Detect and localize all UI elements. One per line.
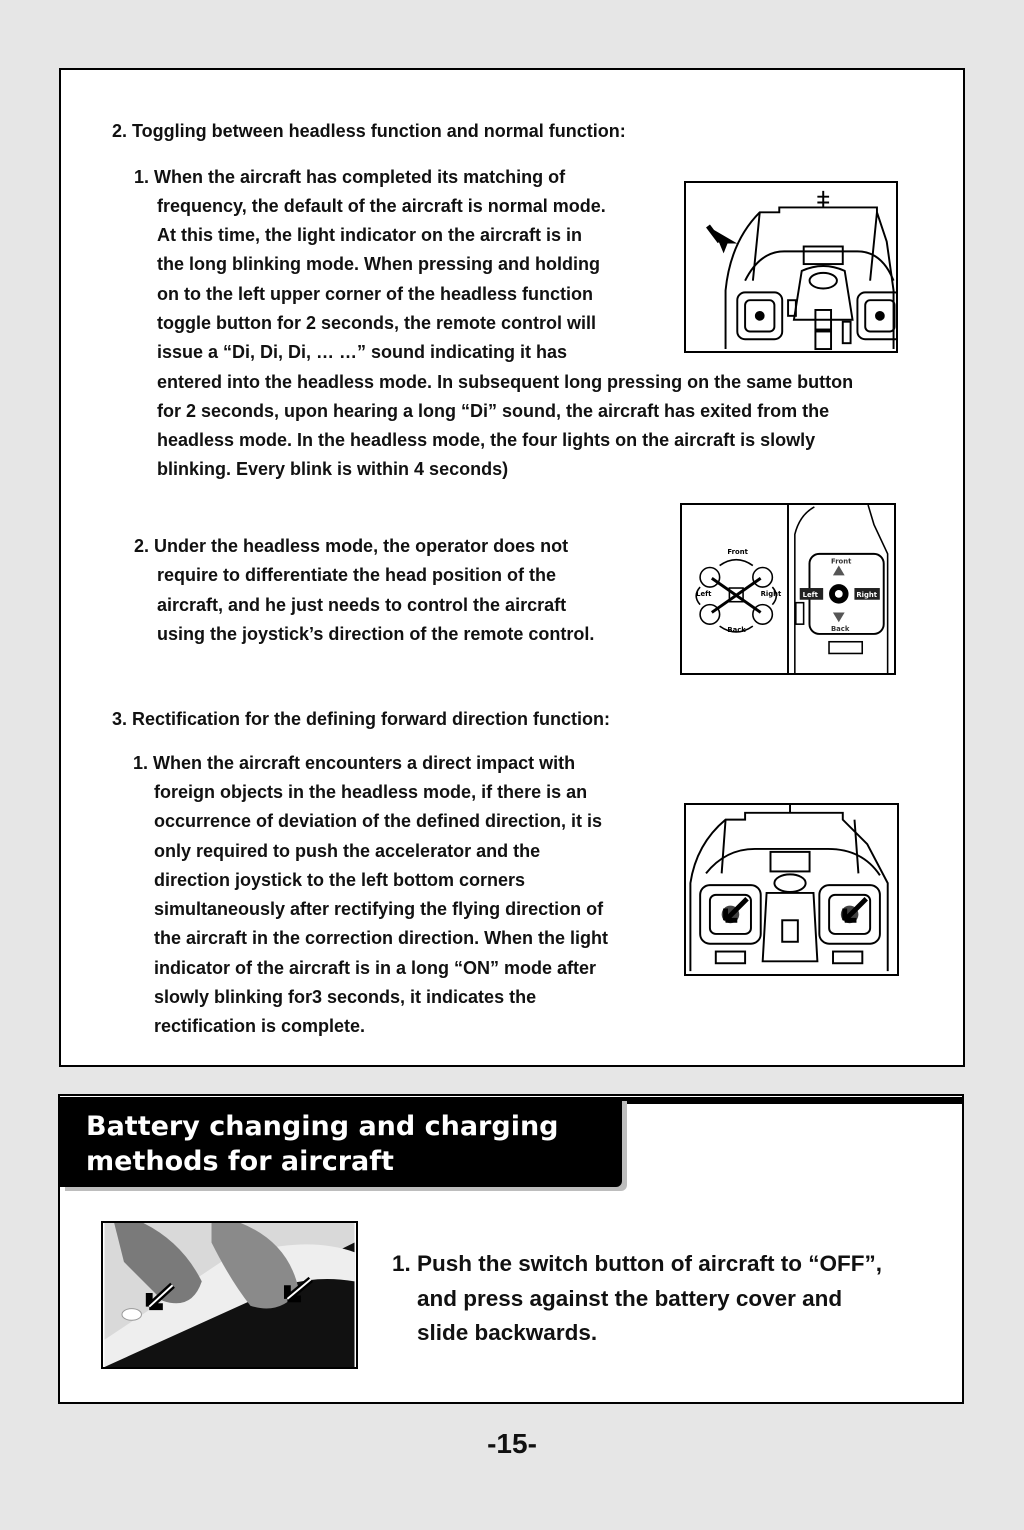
pad-right-label: Right [856,590,877,599]
aircraft-front-label: Front [727,547,748,556]
toggle-step-1-line: 1. When the aircraft has completed its matching of [134,167,566,187]
toggle-step-1-line: At this time, the light indicator on the aircraft is in [157,225,583,245]
battery-step-1 [392,1247,882,1351]
remote-headless-button-figure [684,181,898,353]
toggle-step-1-line: entered into the headless mode. In subsequent long pressing on the same button [157,372,854,392]
section-heading-toggling: 2. Toggling between headless function and normal function: [112,121,626,141]
battery-step-line: and press against the battery cover and [417,1285,843,1311]
headless-step-2-line: require to differentiate the head position of the [157,565,557,585]
rectification-remote-figure [684,803,899,976]
pad-left-label: Left [802,590,818,599]
rectify-step-1-line: foreign objects in the headless mode, if there is an [154,782,588,802]
headless-step-2-line: 2. Under the headless mode, the operator does not [134,536,569,556]
battery-title-line: Battery changing and charging [86,1111,559,1142]
rectify-step-1-line: only required to push the accelerator and the [154,841,541,861]
rectify-step-1-line: the aircraft in the correction direction. When the light [154,928,609,948]
battery-step-line: slide backwards. [417,1320,598,1345]
battery-section-title [86,1109,559,1179]
section-heading-rectification: 3. Rectification for the defining forward direction function: [112,709,611,729]
battery-step-line: 1. Push the switch button of aircraft to “OFF”, [392,1251,883,1276]
joystick-left-icon [755,311,765,321]
toggle-step-1-line: the long blinking mode. When pressing and holding [157,254,600,274]
rectify-step-1-line: direction joystick to the left bottom corners [154,870,526,890]
pad-front-label: Front [830,557,852,566]
toggle-step-1-line: issue a “Di, Di, Di, … …” sound indicating it has [157,342,568,362]
aircraft-back-label: Back [727,625,746,634]
headless-step-2-line: aircraft, and he just needs to control the aircraft [157,595,567,615]
battery-cover-photo [101,1221,358,1369]
battery-cover-illustration [103,1223,356,1367]
headless-direction-figure [680,503,896,675]
rectify-step-1-line: occurrence of deviation of the defined direction, it is [154,811,603,831]
toggle-step-1-line: blinking. Every blink is within 4 seconds) [157,459,509,479]
headless-step-2-line: using the joystick’s direction of the remote control. [157,624,595,644]
toggle-step-1-line: toggle button for 2 seconds, the remote control will [157,313,597,333]
rectify-step-1-line: simultaneously after rectifying the flying direction of [154,899,604,919]
toggle-step-1-line: headless mode. In the headless mode, the four lights on the aircraft is slowly [157,430,816,450]
direction-diagram [682,505,894,673]
page-number: -15- [487,1428,537,1459]
battery-title-line: methods for aircraft [86,1146,394,1177]
rectify-step-1-line: rectification is complete. [154,1016,366,1036]
pad-back-label: Back [830,625,850,633]
rectify-step-1-line: slowly blinking for3 seconds, it indicates the [154,987,537,1007]
rectify-step-1-line: indicator of the aircraft is in a long “ON” mode after [154,958,597,978]
rectify-step-1-line: 1. When the aircraft encounters a direct impact with [133,753,576,773]
aircraft-left-label: Left [696,589,712,598]
joystick-right-icon [875,311,885,321]
toggle-step-1-line: for 2 seconds, upon hearing a long “Di” sound, the aircraft has exited from the [157,401,830,421]
remote-control-illustration [686,183,896,351]
toggle-step-1-line: frequency, the default of the aircraft is normal mode. [157,196,606,216]
battery-section-banner [60,1097,622,1187]
remote-both-sticks-illustration [686,805,897,974]
aircraft-right-label: Right [760,589,782,598]
toggle-step-1-line: on to the left upper corner of the headless function [157,284,594,304]
